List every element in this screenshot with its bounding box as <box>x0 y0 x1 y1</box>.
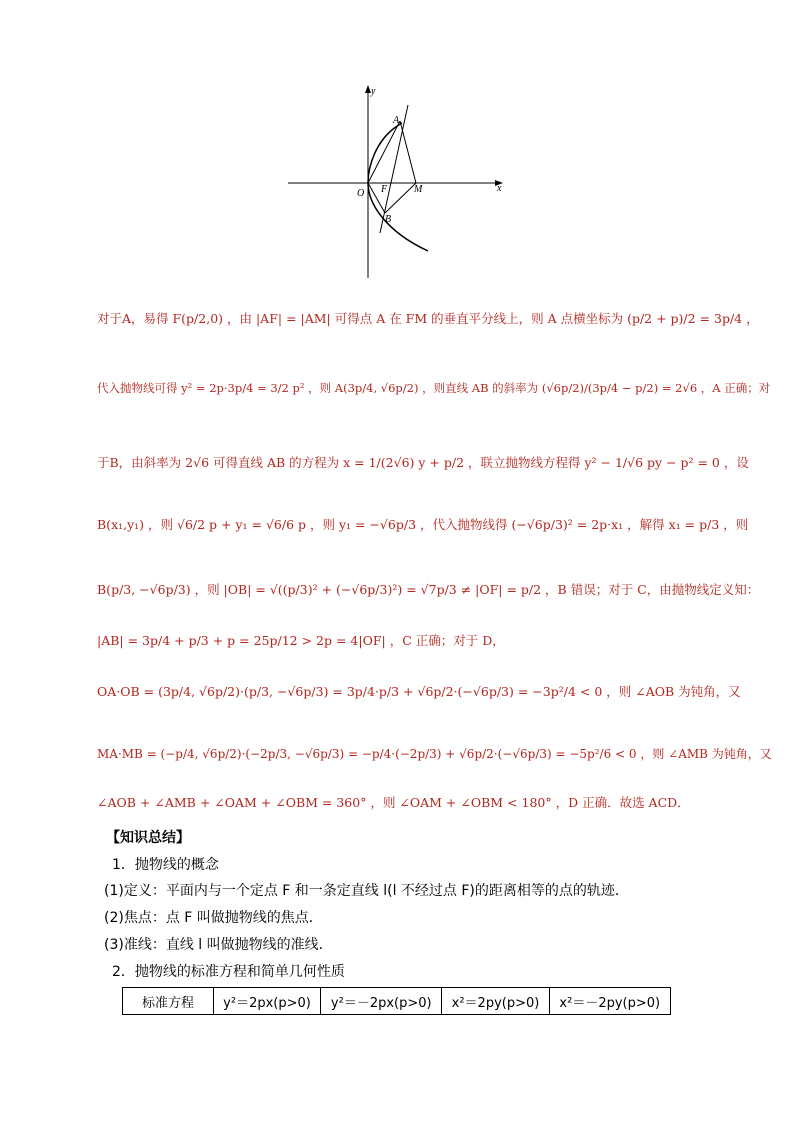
point-a-label: A <box>393 115 400 126</box>
segment-oa <box>368 121 400 183</box>
table-header-cell: x²＝－2py(p>0) <box>549 988 670 1015</box>
knowledge-focus: (2)焦点：点 F 叫做抛物线的焦点． <box>104 910 323 926</box>
solution-line-8: MA·MB = (−p/4, √6p/2)·(−2p/3, −√6p/3) = −p/4·(−2p/3) + √6p/2·(−√6p/3) = −5p²/6 < 0 ，则 ∠AMB 为钝角，又 <box>97 747 772 761</box>
y-axis-label: y <box>371 86 376 97</box>
point-b-label: B <box>385 214 392 225</box>
solution-line-2: 代入抛物线可得 y² = 2p·3p/4 = 3/2 p² ，则 A(3p/4, √6p/2) ，则直线 AB 的斜率为 (√6p/2)/(3p/4 − p/2) = 2√6 ，A 正确；对 <box>97 381 771 395</box>
solution-line-6: |AB| = 3p/4 + p/3 + p = 25p/12 > 2p = 4|OF| ，C 正确；对于 D， <box>97 633 505 648</box>
point-f-label: F <box>381 184 388 195</box>
x-axis-label: x <box>497 183 502 194</box>
knowledge-heading: 【知识总结】 <box>106 830 190 846</box>
table-header-cell: 标准方程 <box>123 988 214 1015</box>
knowledge-definition: (1)定义：平面内与一个定点 F 和一条定直线 l(l 不经过点 F)的距离相等的点的轨迹． <box>104 883 629 899</box>
solution-line-5: B(p/3, −√6p/3) ，则 |OB| = √((p/3)² + (−√6p/3)²) = √7p/3 ≠ |OF| = p/2 ，B 错误；对于 C，由抛物线定义知： <box>97 582 760 597</box>
knowledge-directrix: (3)准线：直线 l 叫做抛物线的准线． <box>104 937 333 953</box>
table-header-cell: x²＝2py(p>0) <box>442 988 549 1015</box>
table-row <box>123 988 671 1015</box>
table-header-cell: y²＝－2px(p>0) <box>321 988 442 1015</box>
solution-line-3: 于B，由斜率为 2√6 可得直线 AB 的方程为 x = 1/(2√6) y + p/2 ，联立抛物线方程得 y² − 1/√6 py − p² = 0 ，设 <box>97 455 749 470</box>
knowledge-item-2: 2．抛物线的标准方程和简单几何性质 <box>112 964 345 980</box>
solution-line-4: B(x₁,y₁) ，则 √6/2 p + y₁ = √6/6 p ，则 y₁ = −√6p/3 ，代入抛物线得 (−√6p/3)² = 2p·x₁ ，解得 x₁ = p/3 ，则 <box>97 517 749 532</box>
solution-line-9: ∠AOB + ∠AMB + ∠OAM + ∠OBM = 360° ，则 ∠OAM + ∠OBM < 180° ，D 正确．故选 ACD． <box>97 795 690 810</box>
table-header-cell: y²＝2px(p>0) <box>214 988 321 1015</box>
solution-line-7: OA·OB = (3p/4, √6p/2)·(p/3, −√6p/3) = 3p/4·p/3 + √6p/2·(−√6p/3) = −3p²/4 < 0 ，则 ∠AOB 为钝角，又 <box>97 684 741 699</box>
parabola-figure <box>285 83 510 283</box>
point-o-label: O <box>357 188 365 199</box>
segment-am <box>400 121 416 183</box>
solution-line-1: 对于A，易得 F(p/2,0) ，由 |AF| = |AM| 可得点 A 在 FM 的垂直平分线上，则 A 点横坐标为 (p/2 + p)/2 = 3p/4 ， <box>97 311 759 326</box>
knowledge-item-1: 1．抛物线的概念 <box>112 857 219 873</box>
point-m-label: M <box>414 184 423 195</box>
standard-equation-table <box>122 987 671 1015</box>
